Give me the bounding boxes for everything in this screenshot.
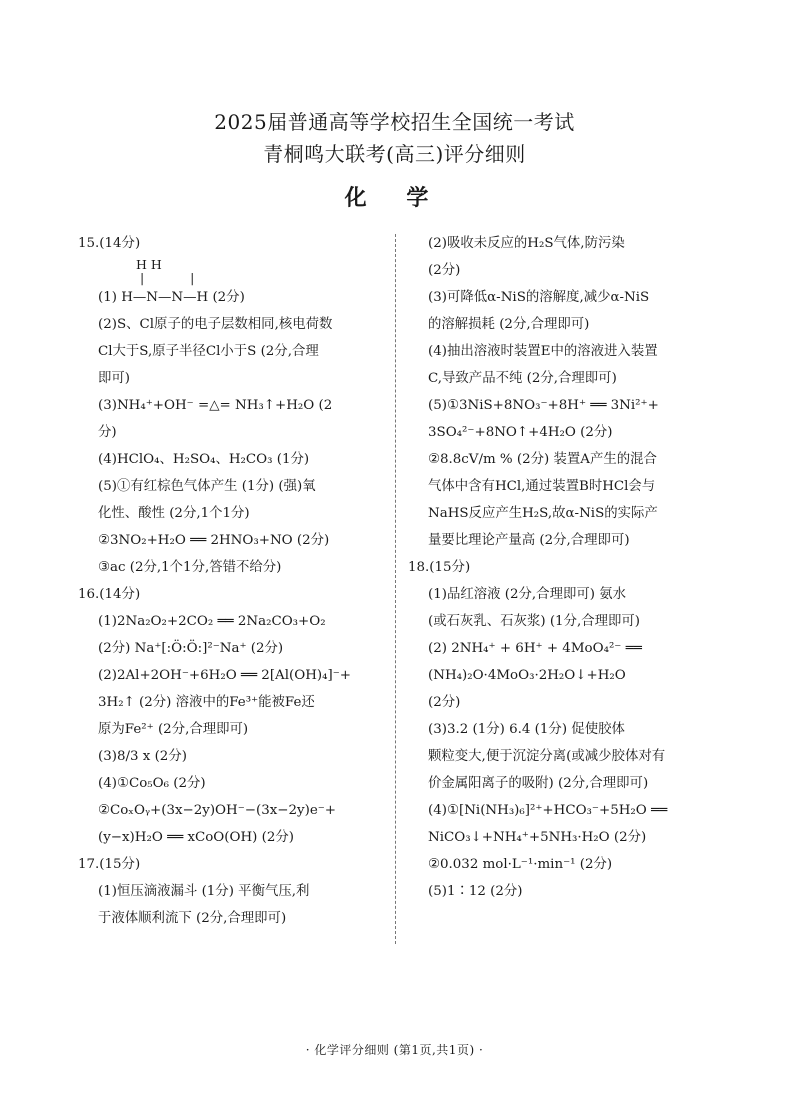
answer-line: (y−x)H₂O ══ xCoO(OH) (2分) xyxy=(98,830,295,845)
answer-line: (或石灰乳、石灰浆) (1分,合理即可) xyxy=(428,614,641,629)
subject-heading: 化 学 xyxy=(344,185,445,211)
answer-line: 3SO₄²⁻+8NO↑+4H₂O (2分) xyxy=(428,425,613,440)
answer-line: (5)1∶12 (2分) xyxy=(428,884,523,899)
answer-line: (3)NH₄⁺+OH⁻ =△= NH₃↑+H₂O (2 xyxy=(98,398,333,413)
answer-line: (3)3.2 (1分) 6.4 (1分) 促使胶体 xyxy=(428,722,625,737)
answer-line: (2)吸收未反应的H₂S气体,防污染 xyxy=(428,236,625,251)
answer-line: (5)①有红棕色气体产生 (1分) (强)氧 xyxy=(98,479,316,494)
answer-line: 分) xyxy=(98,425,117,440)
answer-line: (4)抽出溶液时装置E中的溶液进入装置 xyxy=(428,344,658,359)
answer-line: (5)①3NiS+8NO₃⁻+8H⁺ ══ 3Ni²⁺+ xyxy=(428,398,659,413)
answer-line: (1)恒压滴液漏斗 (1分) 平衡气压,利 xyxy=(98,884,310,899)
right-column xyxy=(408,230,718,905)
answer-line: 15.(14分) xyxy=(78,236,141,251)
answer-line: (NH₄)₂O·4MoO₃·2H₂O↓+H₂O xyxy=(428,668,626,683)
answer-line: (2) 2NH₄⁺ + 6H⁺ + 4MoO₄²⁻ ══ xyxy=(428,641,642,656)
answer-line: H H xyxy=(136,257,162,272)
answer-line: (1) H—N—N—H (2分) xyxy=(98,290,245,305)
answer-line: (3)可降低α-NiS的溶解度,减少α-NiS xyxy=(428,290,650,305)
answer-line: 的溶解损耗 (2分,合理即可) xyxy=(428,317,590,332)
answer-line: ②0.032 mol·L⁻¹·min⁻¹ (2分) xyxy=(428,857,613,872)
answer-line: 颗粒变大,便于沉淀分离(或减少胶体对有 xyxy=(428,749,666,764)
answer-line: (2分) xyxy=(428,695,461,710)
answer-line: 即可) xyxy=(98,371,131,386)
answer-line: (4)①Co₅O₆ (2分) xyxy=(98,776,206,791)
answer-line: ②8.8cV/m % (2分) 装置A产生的混合 xyxy=(428,452,657,467)
answer-line: | | xyxy=(140,270,216,285)
answer-line: (2)S、Cl原子的电子层数相同,核电荷数 xyxy=(98,317,333,332)
answer-line: 原为Fe²⁺ (2分,合理即可) xyxy=(98,722,249,737)
answer-line: (2分) Na⁺[:Ö:Ö:]²⁻Na⁺ (2分) xyxy=(98,641,284,656)
answer-line: 3H₂↑ (2分) 溶液中的Fe³⁺能被Fe还 xyxy=(98,695,315,710)
answer-line: ③ac (2分,1个1分,答错不给分) xyxy=(98,560,282,575)
answer-line: 价金属阳离子的吸附) (2分,合理即可) xyxy=(428,776,649,791)
answer-line: 18.(15分) xyxy=(408,560,471,575)
doc-title-line2: 青桐鸣大联考(高三)评分细则 xyxy=(263,142,526,166)
answer-line: C,导致产品不纯 (2分,合理即可) xyxy=(428,371,617,386)
answer-line: ②CoₓOᵧ+(3x−2y)OH⁻−(3x−2y)e⁻+ xyxy=(98,803,337,818)
doc-title-line1: 2025届普通高等学校招生全国统一考试 xyxy=(214,110,575,134)
answer-line: NiCO₃↓+NH₄⁺+5NH₃·H₂O (2分) xyxy=(428,830,647,845)
answer-line: (4)HClO₄、H₂SO₄、H₂CO₃ (1分) xyxy=(98,452,310,467)
answer-line: (1)2Na₂O₂+2CO₂ ══ 2Na₂CO₃+O₂ xyxy=(98,614,326,629)
answer-line: 于液体顺利流下 (2分,合理即可) xyxy=(98,911,287,926)
answer-line: (1)品红溶液 (2分,合理即可) 氨水 xyxy=(428,587,627,602)
answer-line: 17.(15分) xyxy=(78,857,141,872)
answer-line: 气体中含有HCl,通过装置B时HCl会与 xyxy=(428,479,656,494)
answer-line: ②3NO₂+H₂O ══ 2HNO₃+NO (2分) xyxy=(98,533,330,548)
answer-line: 量要比理论产量高 (2分,合理即可) xyxy=(428,533,630,548)
answer-line: 16.(14分) xyxy=(78,587,141,602)
answer-line: NaHS反应产生H₂S,故α-NiS的实际产 xyxy=(428,506,658,521)
answer-line: (2分) xyxy=(428,263,461,278)
answer-line: (3)8/3 x (2分) xyxy=(98,749,187,764)
answer-line: 化性、酸性 (2分,1个1分) xyxy=(98,506,250,521)
page-footer: · 化学评分细则 (第1页,共1页) · xyxy=(305,1043,484,1057)
column-divider xyxy=(395,234,396,944)
answer-line: (4)①[Ni(NH₃)₆]²⁺+HCO₃⁻+5H₂O ══ xyxy=(428,803,668,818)
left-column xyxy=(78,230,384,932)
answer-line: Cl大于S,原子半径Cl小于S (2分,合理 xyxy=(98,344,319,359)
answer-line: (2)2Al+2OH⁻+6H₂O ══ 2[Al(OH)₄]⁻+ xyxy=(98,668,351,683)
